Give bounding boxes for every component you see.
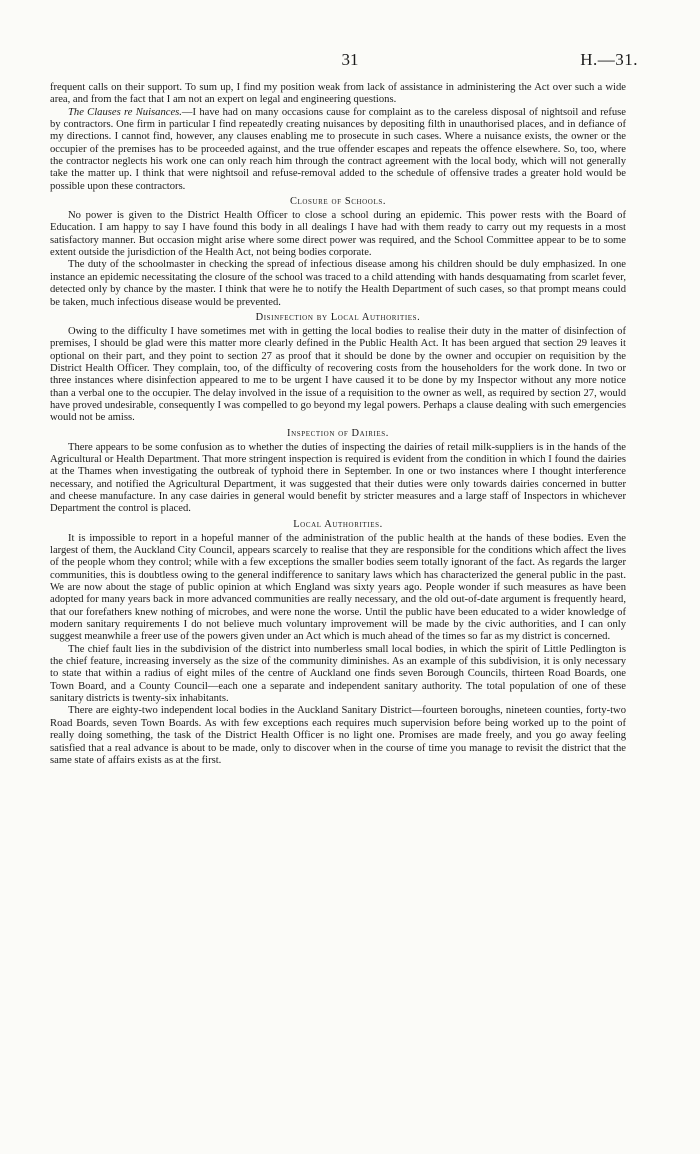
clauses-lead-heading: The Clauses re Nuisances.	[68, 106, 182, 118]
document-body	[50, 82, 626, 767]
paragraph-intro: frequent calls on their support. To sum up, I find my position weak from lack of assistance in administering the Act over such a wide area, and from the fact that I am not an expert on legal and engineering questions.	[50, 82, 626, 106]
paragraph-closure-2: The duty of the schoolmaster in checking the spread of infectious disease among his children should be duly emphasized. In one instance an epidemic necessitating the closure of the school was traced to a child attending with hands desquamating from scarlet fever, detected only by chance by the master. I think that were he to notify the Health Department of such cases, so that prompt means could be taken, much infectious disease would be prevented.	[50, 259, 626, 308]
heading-inspection-of-dairies: Inspection of Dairies.	[287, 427, 389, 439]
page-number: 31	[341, 50, 359, 69]
paragraph-disinfection: Owing to the difficulty I have sometimes met with in getting the local bodies to realise their duty in the matter of disinfection of premises, I should be glad were this matter more clearly defined in the Public Health Act. It has been argued that section 29 leaves it optional on their part, and they point to section 27 as proof that it should be done by the owner and occupier on requisition by the District Health Officer. They complain, too, of the difficulty of recovering costs from the householders for the work done. In two or three instances where disinfection appeared to me to be urgent I have caused it to be done by my Inspector without any more notice than a verbal one to the occupier. The delay involved in the issue of a requisition to the owner as well, as required by section 27, would have proved undesirable, consequently I was compelled to go beyond my legal powers. Perhaps a clause dealing with such emergencies would not be amiss.	[50, 325, 626, 424]
heading-local-authorities: Local Authorities.	[293, 518, 383, 530]
paragraph-local-2: The chief fault lies in the subdivision of the district into numberless small local bodies, in which the spirit of Little Pedlington is the chief feature, increasing inversely as the size of the community diminishes. As an example of this subdivision, it is only necessary to state that within a radius of eight miles of the centre of Auckland one finds seven Borough Councils, thirteen Road Boards, one Town Board, and a County Council—each one a separate and independent sanitary authority. The total population of one of these sanitary districts is twenty-six inhabitants.	[50, 643, 626, 705]
paragraph-local-1: It is impossible to report in a hopeful manner of the administration of the public health at the hands of these bodies. Even the largest of them, the Auckland City Council, appears scarcely to realise that they are responsible for the conditions which affect the lives of the people whom they control; while with a few exceptions the smaller bodies seem totally ignorant of the fact. As regards the larger communities, this is doubtless owing to the general indifference to sanitary laws which has characterized the general public in the past. We are now about the stage of public opinion at which England was sixty years ago. People wonder if such measures as have been adopted for many years back in more advanced communities are really necessary, and the old out-of-date argument is frequently heard, that our forefathers knew nothing of microbes, and were none the worse. Until the public have been educated to a wider knowledge of modern sanitary requirements I do not believe much voluntary improvement will be made by the civic authorities, and I can only suggest meanwhile a freer use of the powers given under an Act which is much ahead of the times so far as my district is concerned.	[50, 532, 626, 643]
heading-disinfection: Disinfection by Local Authorities.	[255, 311, 421, 323]
paragraph-dairies: There appears to be some confusion as to whether the duties of inspecting the dairies of retail milk-suppliers is in the hands of the Agricultural or Health Department. That more stringent inspection is required is evident from the condition in which I found the dairies at the Thames when investigating the outbreak of typhoid there in September. In one or two instances where I thought interference necessary, and notified the Agricultural Department, it was suggested that their duties were only towards dairies concerned in butter and cheese manufacture. In any case dairies in general would benefit by stricter measures and a large staff of Inspectors in whichever Department the control is placed.	[50, 441, 626, 515]
document-reference: H.—31.	[580, 50, 638, 69]
clauses-text: —I have had on many occasions cause for complaint as to the careless disposal of nightsoil and refuse by contractors. One firm in particular I find repeatedly creating nuisances by depositing filth in unauthorised places, and in defiance of my directions. I cannot find, however, any clauses enabling me to prosecute in such cases. Where a nuisance exists, the owner or the occupier of the premises has to be proceeded against, and the true offender escapes and repeats the offence elsewhere. So, too, where the contractor neglects his work one can only reach him through the contract agreement with the local body, which will not generally take the matter up. I think that were nightsoil and refuse-removal added to the schedule of offensive trades a greater hold would be possible upon these contractors.	[50, 106, 627, 192]
paragraph-closure-1: No power is given to the District Health Officer to close a school during an epidemic. This power rests with the Board of Education. I am happy to say I have found this body in all dealings I have had with them ready to carry out my requests in a most satisfactory manner. But occasion might arise where some direct power was required, and the School Committee appear to be to some extent outside the jurisdiction of the Health Act, not being bodies corporate.	[50, 210, 626, 259]
paragraph-clauses	[50, 107, 626, 193]
paragraph-local-3: There are eighty-two independent local bodies in the Auckland Sanitary District—fourteen boroughs, nineteen counties, forty-two Road Boards, seven Town Boards. As with few exceptions each requires much supervision before being worked up to the point of really doing something, the task of the District Health Officer is no light one. Promises are made freely, and you go away feeling satisfied that a real advance is about to be made, only to discover when in the course of time you manage to revisit the district that the same state of affairs exists as at the first.	[50, 705, 626, 766]
heading-closure-of-schools: Closure of Schools.	[289, 196, 387, 208]
